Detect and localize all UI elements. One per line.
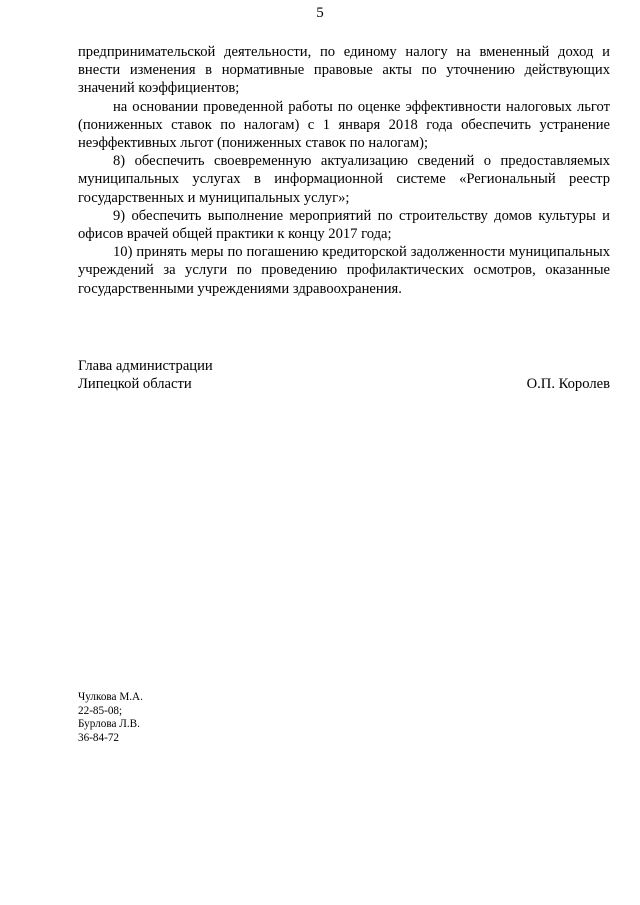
page-number: 5 [316, 5, 324, 21]
contact-phone: 36-84-72 [78, 731, 120, 744]
document-body [78, 43, 610, 298]
contact-name: Чулкова М.А. [78, 691, 143, 703]
signature-row [78, 375, 610, 393]
signature-position-line1: Глава администрации [78, 358, 213, 374]
contact-name: Бурлова Л.В. [78, 718, 140, 731]
contact-phone: 22-85-08; [78, 704, 123, 717]
signatory-name: О.П. Королев [526, 376, 610, 393]
paragraph-item-8: 8) обеспечить своевременную актуализацию сведений о предоставляемых муниципальных услугах в информационной системе «Региональный реестр государственных и муниципальных услуг»; [78, 153, 610, 206]
paragraph-item-9: 9) обеспечить выполнение мероприятий по строительству домов культуры и офисов врачей общей практики к концу 2017 года; [78, 207, 610, 243]
paragraph-item-10: 10) принять меры по погашению кредиторской задолженности муниципальных учреждений за услуги по проведению профилактических осмотров, оказанные государственными учреждениями здравоохранения. [78, 244, 610, 297]
contacts-block [78, 691, 143, 745]
paragraph-continuation: предпринимательской деятельности, по единому налогу на вмененный доход и внести изменения в нормативные правовые акты по уточнению действующих значений коэффициентов; [78, 44, 610, 97]
signature-position-line2: Липецкой области [78, 376, 192, 393]
paragraph-tax-benefits: на основании проведенной работы по оценке эффективности налоговых льгот (пониженных ставок по налогам) с 1 января 2018 года обеспечить устранение неэффективных льгот (пониженных ставок по налогам); [78, 98, 610, 152]
signature-block [78, 357, 610, 393]
